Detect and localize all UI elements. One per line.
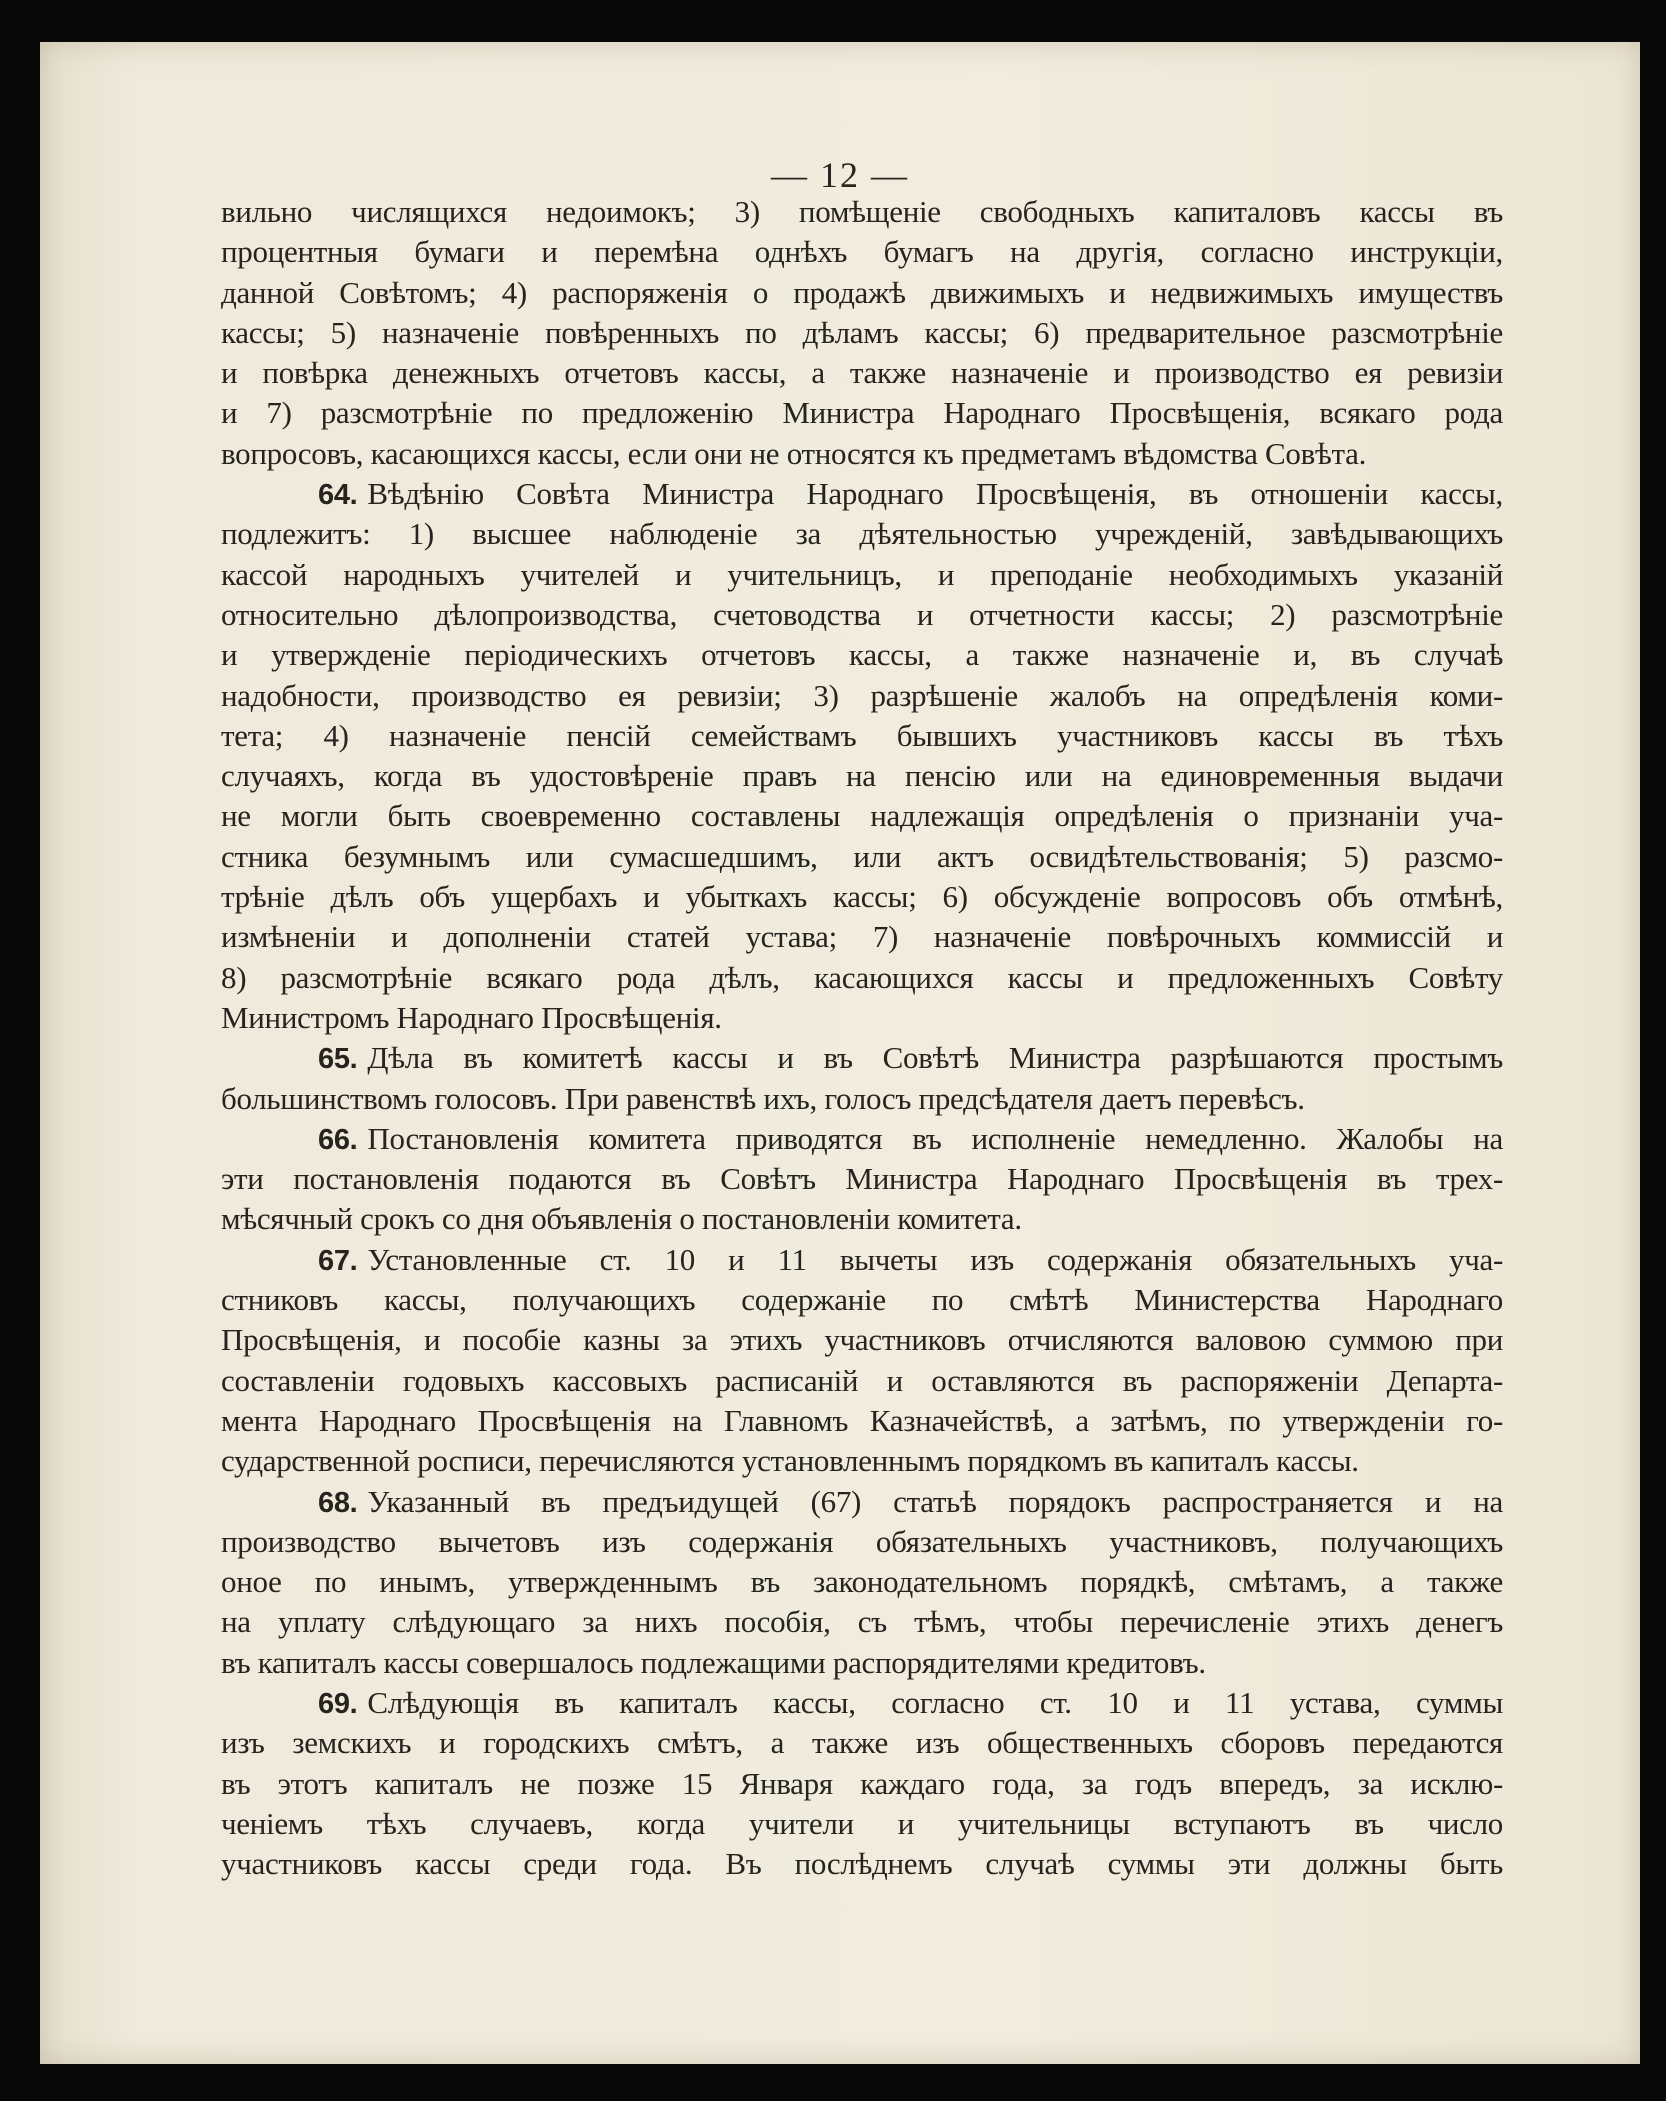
line-text: Дѣла въ комитетѣ кассы и въ Совѣтѣ Министра разрѣшаются простымъ: [367, 1040, 1503, 1076]
line-text: сударственной росписи, перечисляются установленнымъ порядкомъ въ капиталъ кассы.: [221, 1443, 1359, 1479]
text-line: [221, 1280, 1503, 1320]
text-line: [221, 273, 1503, 313]
text-line: [221, 796, 1503, 836]
text-line: [221, 1844, 1503, 1884]
text-line: [221, 1804, 1503, 1844]
text-line: [221, 192, 1503, 232]
text-line: [221, 1401, 1503, 1441]
text-line: [221, 1441, 1503, 1481]
line-text: не могли быть своевременно составлены надлежащія опредѣленія о признаніи уча-: [221, 798, 1503, 834]
article-number: 66.: [318, 1123, 358, 1156]
line-text: въ этотъ капиталъ не позже 15 Января каждаго года, за годъ впередъ, за исклю-: [221, 1765, 1503, 1801]
text-line: [221, 917, 1503, 957]
paragraph-start-line: [221, 1482, 1503, 1522]
text-line: [221, 756, 1503, 796]
text-line: [221, 1562, 1503, 1602]
text-line: [221, 353, 1503, 393]
line-text: надобности, производство ея ревизіи; 3) разрѣшеніе жалобъ на опредѣленія коми-: [221, 677, 1503, 713]
line-text: вопросовъ, касающихся кассы, если они не относятся къ предметамъ вѣдомства Совѣта.: [221, 435, 1367, 471]
line-text: мента Народнаго Просвѣщенія на Главномъ Казначействѣ, а затѣмъ, по утвержденіи го-: [221, 1402, 1503, 1438]
line-text: вильно числящихся недоимокъ; 3) помѣщеніе свободныхъ капиталовъ кассы въ: [221, 194, 1503, 229]
line-text: эти постановленія подаются въ Совѣтъ Министра Народнаго Просвѣщенія въ трех-: [221, 1161, 1503, 1197]
text-line: [221, 1522, 1503, 1562]
text-line: [221, 434, 1503, 474]
page-number: — 12 —: [771, 155, 909, 195]
line-text: кассой народныхъ учителей и учительницъ, и преподаніе необходимыхъ указаній: [221, 556, 1503, 592]
line-text: случаяхъ, когда въ удостовѣреніе правъ на пенсію или на единовременныя выдачи: [221, 758, 1503, 794]
line-text: на уплату слѣдующаго за нихъ пособія, съ тѣмъ, чтобы перечисленіе этихъ денегъ: [221, 1604, 1503, 1640]
text-line: [221, 1320, 1503, 1360]
line-text: оное по инымъ, утвержденнымъ въ законодательномъ порядкѣ, смѣтамъ, а также: [221, 1564, 1503, 1600]
article-number: 65.: [318, 1043, 358, 1076]
line-text: ченіемъ тѣхъ случаевъ, когда учители и учительницы вступаютъ въ число: [221, 1805, 1503, 1841]
line-text: Постановленія комитета приводятся въ исполненіе немедленно. Жалобы на: [367, 1120, 1503, 1156]
text-line: [221, 998, 1503, 1038]
line-text: и повѣрка денежныхъ отчетовъ кассы, а также назначеніе и производство ея ревизіи: [221, 355, 1503, 391]
text-line: [221, 1723, 1503, 1763]
line-text: изъ земскихъ и городскихъ смѣтъ, а также изъ общественныхъ сборовъ передаются: [221, 1725, 1503, 1761]
line-text: участниковъ кассы среди года. Въ послѣднемъ случаѣ суммы эти должны быть: [221, 1846, 1503, 1882]
body-text: [221, 192, 1503, 1884]
article-number: 64.: [318, 479, 358, 512]
text-line: [221, 514, 1503, 554]
line-text: въ капиталъ кассы совершалось подлежащими распорядителями кредитовъ.: [221, 1644, 1206, 1680]
text-line: [221, 1764, 1503, 1804]
text-line: [221, 393, 1503, 433]
line-text: 8) разсмотрѣніе всякаго рода дѣлъ, касающихся кассы и предложенныхъ Совѣту: [221, 959, 1503, 995]
line-text: мѣсячный срокъ со дня объявленія о постановленіи комитета.: [221, 1201, 1022, 1237]
text-line: [221, 837, 1503, 877]
line-text: Указанный въ предъидущей (67) статьѣ порядокъ распространяется и на: [367, 1483, 1503, 1519]
text-line: [221, 635, 1503, 675]
line-text: стника безумнымъ или сумасшедшимъ, или актъ освидѣтельствованія; 5) разсмо-: [221, 838, 1503, 874]
paragraph-start-line: [221, 474, 1503, 514]
text-line: [221, 1199, 1503, 1239]
paragraph-start-line: [221, 1240, 1503, 1280]
line-text: Министромъ Народнаго Просвѣщенія.: [221, 999, 722, 1035]
text-line: [221, 555, 1503, 595]
line-text: производство вычетовъ изъ содержанія обязательныхъ участниковъ, получающихъ: [221, 1523, 1503, 1559]
text-line: [221, 958, 1503, 998]
line-text: Слѣдующія въ капиталъ кассы, согласно ст. 10 и 11 устава, суммы: [367, 1684, 1503, 1720]
paragraph-start-line: [221, 1119, 1503, 1159]
line-text: трѣніе дѣлъ объ ущербахъ и убыткахъ кассы; 6) обсужденіе вопросовъ объ отмѣнѣ,: [221, 879, 1503, 915]
line-text: Просвѣщенія, и пособіе казны за этихъ участниковъ отчисляются валовою суммою при: [221, 1322, 1503, 1358]
line-text: тета; 4) назначеніе пенсій семействамъ бывшихъ участниковъ кассы въ тѣхъ: [221, 717, 1503, 753]
line-text: данной Совѣтомъ; 4) распоряженія о продажѣ движимыхъ и недвижимыхъ имуществъ: [221, 274, 1503, 310]
article-number: 68.: [318, 1486, 358, 1519]
text-line: [221, 1643, 1503, 1683]
line-text: кассы; 5) назначеніе повѣренныхъ по дѣламъ кассы; 6) предварительное разсмотрѣніе: [221, 314, 1503, 350]
text-line: [221, 313, 1503, 353]
line-text: составленіи годовыхъ кассовыхъ расписаній и оставляются въ распоряженіи Департа-: [221, 1362, 1503, 1398]
text-line: [221, 1159, 1503, 1199]
article-number: 69.: [318, 1687, 358, 1720]
text-line: [221, 716, 1503, 756]
paragraph-start-line: [221, 1683, 1503, 1723]
line-text: Установленные ст. 10 и 11 вычеты изъ содержанія обязательныхъ уча-: [367, 1241, 1503, 1277]
text-line: [221, 877, 1503, 917]
text-line: [221, 1602, 1503, 1642]
line-text: и 7) разсмотрѣніе по предложенію Министра Народнаго Просвѣщенія, всякаго рода: [221, 395, 1503, 431]
line-text: подлежитъ: 1) высшее наблюденіе за дѣятельностью учрежденій, завѣдывающихъ: [221, 516, 1503, 552]
text-line: [221, 232, 1503, 272]
text-line: [221, 676, 1503, 716]
document-page: [40, 42, 1640, 2064]
line-text: процентныя бумаги и перемѣна однѣхъ бумагъ на другія, согласно инструкціи,: [221, 234, 1503, 270]
line-text: Вѣдѣнію Совѣта Министра Народнаго Просвѣщенія, въ отношеніи кассы,: [367, 476, 1503, 512]
line-text: большинствомъ голосовъ. При равенствѣ ихъ, голосъ предсѣдателя даетъ перевѣсъ.: [221, 1080, 1305, 1116]
paragraph-start-line: [221, 1038, 1503, 1078]
text-line: [221, 1079, 1503, 1119]
line-text: стниковъ кассы, получающихъ содержаніе по смѣтѣ Министерства Народнаго: [221, 1282, 1503, 1318]
line-text: измѣненіи и дополненіи статей устава; 7) назначеніе повѣрочныхъ коммиссій и: [221, 919, 1503, 955]
article-number: 67.: [318, 1244, 358, 1277]
line-text: относительно дѣлопроизводства, счетоводства и отчетности кассы; 2) разсмотрѣніе: [221, 596, 1503, 632]
text-line: [221, 595, 1503, 635]
text-line: [221, 1361, 1503, 1401]
line-text: и утвержденіе періодическихъ отчетовъ кассы, а также назначеніе и, въ случаѣ: [221, 637, 1503, 673]
